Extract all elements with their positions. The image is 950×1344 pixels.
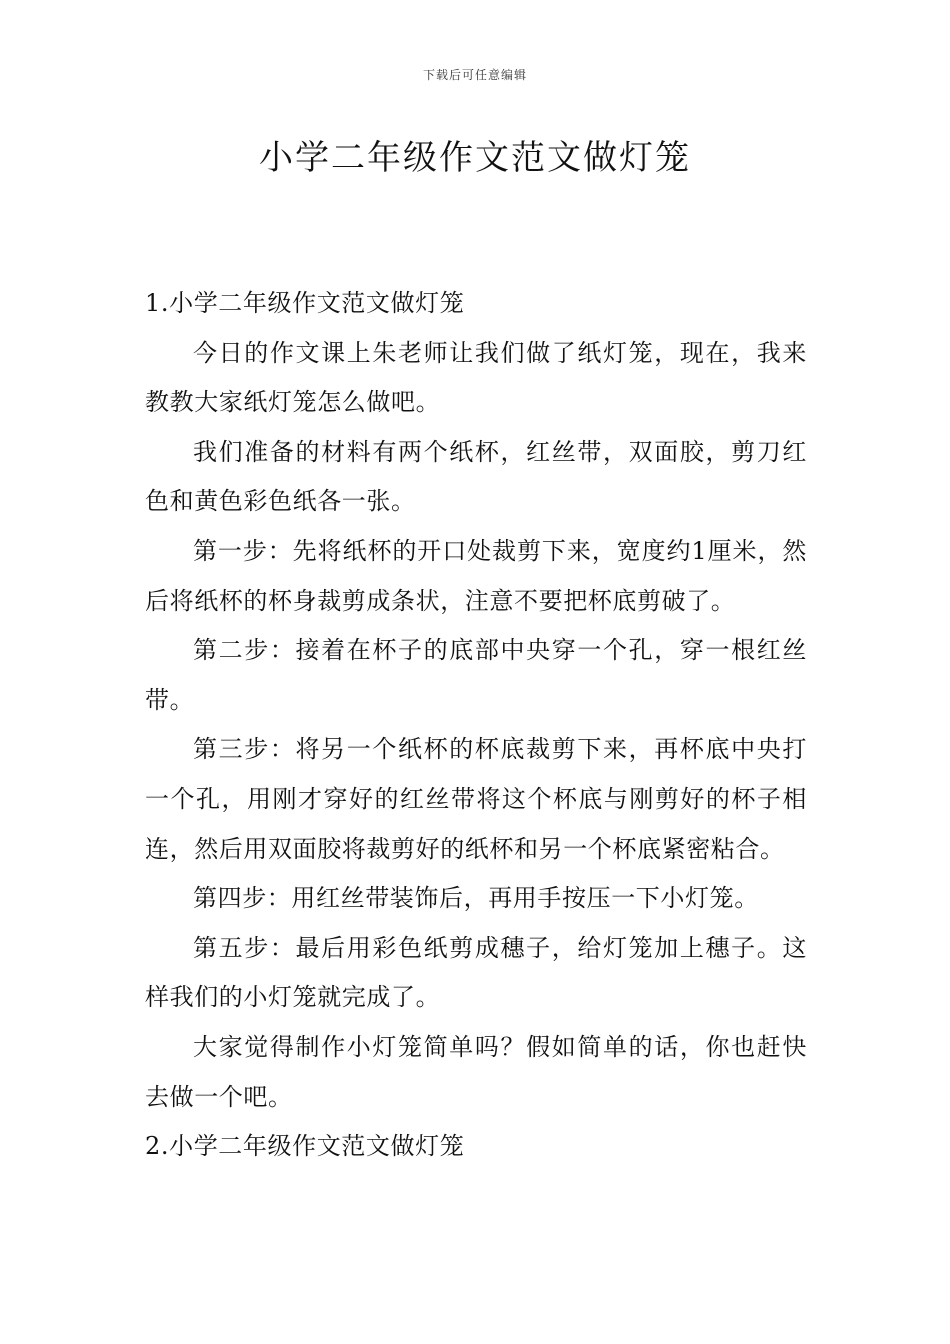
- header-note: 下载后可任意编辑: [422, 68, 527, 82]
- section-heading: 2.小学二年级作文范文做灯笼: [145, 1132, 465, 1161]
- paragraph: 大家觉得制作小灯笼简单吗？假如简单的话，你也赶快去做一个吧。: [145, 1032, 807, 1111]
- paragraph: 第五步：最后用彩色纸剪成穗子，给灯笼加上穗子。这样我们的小灯笼就完成了。: [145, 933, 807, 1012]
- paragraph: 第一步：先将纸杯的开口处裁剪下来，宽度约1厘米，然后将纸杯的杯身裁剪成条状，注意不要把杯底剪破了。: [145, 536, 807, 615]
- paragraph: 第三步：将另一个纸杯的杯底裁剪下来，再杯底中央打一个孔，用刚才穿好的红丝带将这个杯底与刚剪好的杯子相连，然后用双面胶将裁剪好的纸杯和另一个杯底紧密粘合。: [145, 735, 807, 863]
- paragraph: 我们准备的材料有两个纸杯，红丝带，双面胶，剪刀红色和黄色彩色纸各一张。: [145, 437, 807, 516]
- document-body: [145, 279, 807, 1172]
- section-heading: 1.小学二年级作文范文做灯笼: [145, 289, 465, 317]
- paragraph: 第四步：用红丝带装饰后，再用手按压一下小灯笼。: [193, 884, 759, 913]
- paragraph: 今日的作文课上朱老师让我们做了纸灯笼，现在，我来教教大家纸灯笼怎么做吧。: [145, 338, 807, 417]
- document-title: 小学二年级作文范文做灯笼: [259, 138, 691, 178]
- paragraph: 第二步：接着在杯子的底部中央穿一个孔，穿一根红丝带。: [145, 636, 807, 714]
